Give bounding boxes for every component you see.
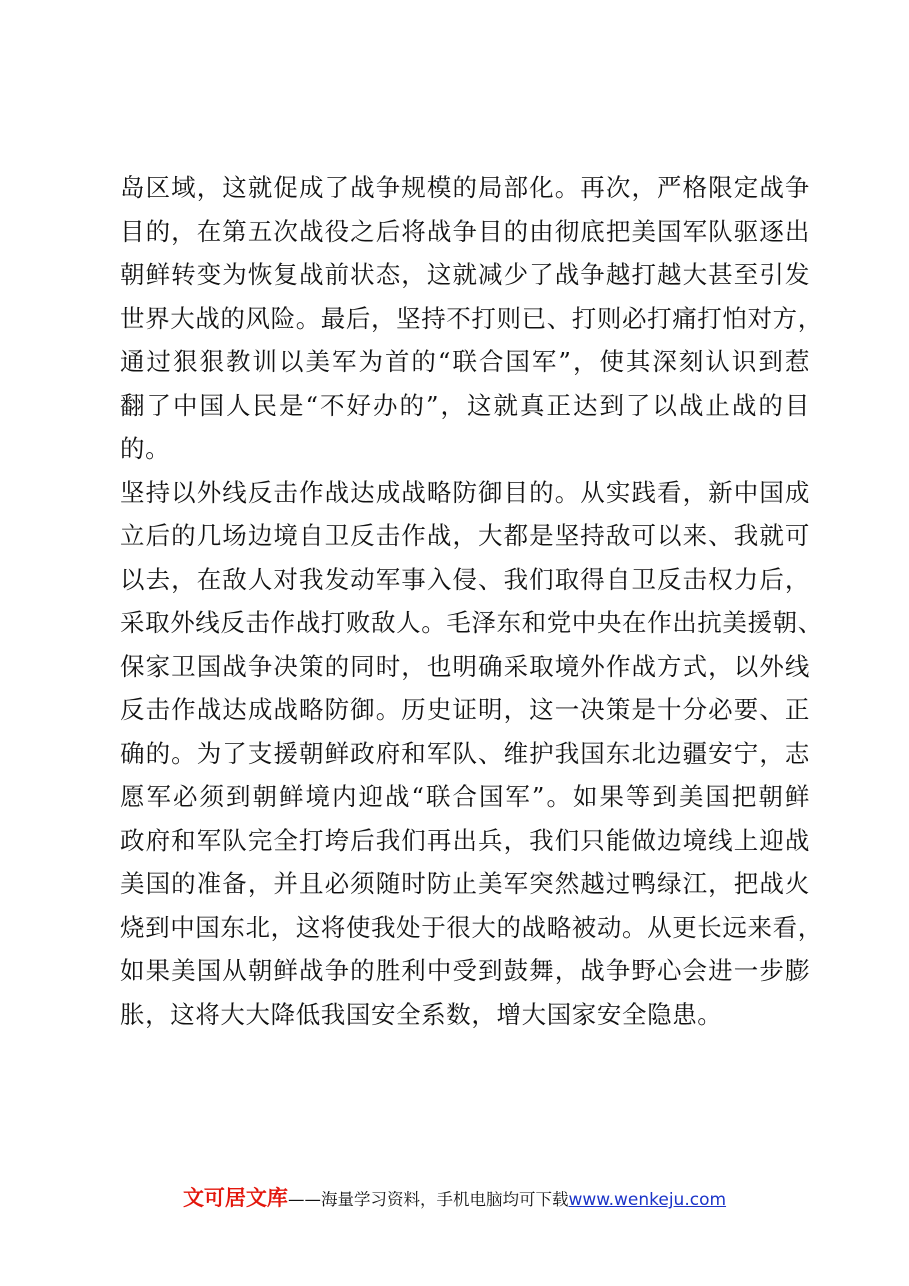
text-line: 世界大战的风险。最后，坚持不打则已、打则必打痛打怕对方， (120, 303, 823, 333)
text-line: 岛区域，这就促成了战争规模的局部化。再次，严格限定战争 (120, 173, 810, 202)
text-line: 目的，在第五次战役之后将战争目的由彻底把美国军队驱逐出 (120, 216, 810, 246)
footer-url-link[interactable]: www.wenkeju.com (568, 1190, 727, 1210)
text-line: 反击作战达成战略防御。历史证明，这一决策是十分必要、正 (120, 695, 810, 724)
footer-banner (0, 1182, 909, 1212)
text-line: 胀，这将大大降低我国安全系数，增大国家安全隐患。 (120, 999, 723, 1029)
text-line: 确的。为了支援朝鲜政府和军队、维护我国东北边疆安宁，志 (120, 738, 810, 768)
text-line: 愿军必须到朝鲜境内迎战“联合国军”。如果等到美国把朝鲜 (120, 782, 810, 811)
body-text (120, 166, 823, 1036)
text-line: 美国的准备，并且必须随时防止美军突然越过鸭绿江，把战火 (120, 869, 810, 898)
text-line: 的。 (120, 434, 171, 463)
text-line: 翻了中国人民是“不好办的”，这就真正达到了以战止战的目 (120, 390, 810, 420)
text-line: 以去，在敌人对我发动军事入侵、我们取得自卫反击权力后， (120, 564, 810, 594)
text-line: 如果美国从朝鲜战争的胜利中受到鼓舞，战争野心会进一步膨 (120, 956, 810, 985)
footer-brand: 文可居文库 (182, 1186, 288, 1210)
text-line: 朝鲜转变为恢复战前状态，这就减少了战争越打越大甚至引发 (120, 260, 810, 289)
text-line: 保家卫国战争决策的同时，也明确采取境外作战方式，以外线 (120, 651, 810, 681)
paragraph-2 (120, 471, 823, 1037)
text-line: 政府和军队完全打垮后我们再出兵，我们只能做边境线上迎战 (120, 825, 810, 855)
paragraph-1 (120, 166, 823, 471)
text-line: 立后的几场边境自卫反击作战，大都是坚持敌可以来、我就可 (120, 521, 810, 550)
text-line: 坚持以外线反击作战达成战略防御目的。从实践看，新中国成 (120, 477, 810, 507)
text-line: 采取外线反击作战打败敌人。毛泽东和党中央在作出抗美援朝、 (120, 608, 823, 637)
text-line: 通过狠狠教训以美军为首的“联合国军”，使其深刻认识到惹 (120, 347, 810, 376)
footer-tagline: ——海量学习资料，手机电脑均可下载 (287, 1190, 569, 1209)
text-line: 烧到中国东北，这将使我处于很大的战略被动。从更长远来看， (120, 912, 823, 942)
